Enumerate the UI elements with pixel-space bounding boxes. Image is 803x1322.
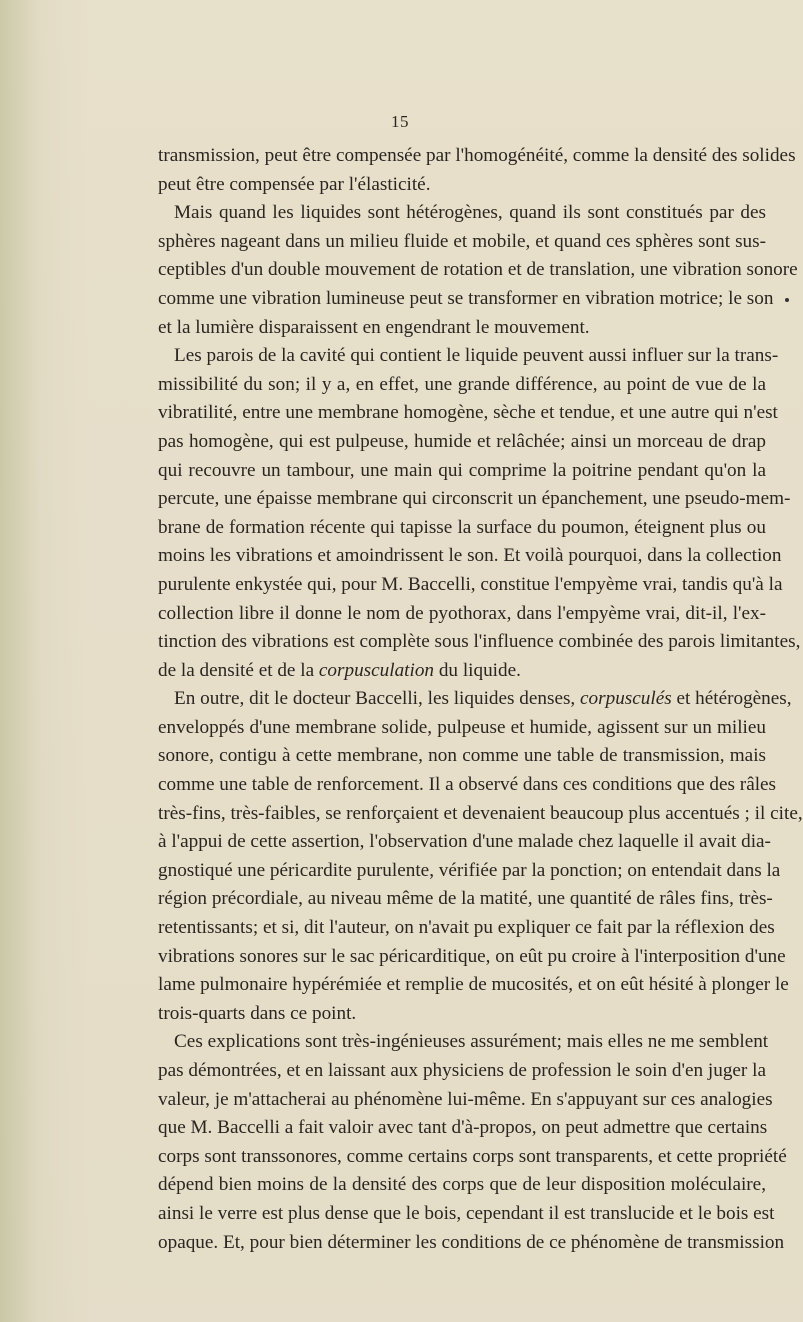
text-line: dépend bien moins de la densité des corps que de leur disposition moléculaire, bbox=[158, 1174, 766, 1196]
text-segment: et hétérogènes, bbox=[671, 688, 792, 710]
text-line: région précordiale, au niveau même de la matité, une quantité de râles fins, très- bbox=[158, 888, 773, 910]
page-number: 15 bbox=[391, 112, 409, 131]
text-line-mixed bbox=[158, 685, 792, 714]
body-text bbox=[158, 142, 803, 1257]
text-line: et la lumière disparaissent en engendrant le mouvement. bbox=[158, 316, 590, 338]
text-line: pas démontrées, et en laissant aux physiciens de profession le soin d'en juger la bbox=[158, 1060, 766, 1081]
text-line: ainsi le verre est plus dense que le bois, cependant il est translucide et le bois est bbox=[158, 1202, 775, 1224]
text-line: lame pulmonaire hypérémiée et remplie de mucosités, et on eût hésité à plonger le bbox=[158, 974, 789, 996]
text-line: ceptibles d'un double mouvement de rotation et de translation, une vibration sonore bbox=[158, 259, 798, 281]
text-line: sphères nageant dans un milieu fluide et mobile, et quand ces sphères sont sus- bbox=[158, 230, 766, 252]
text-line: brane de formation récente qui tapisse la surface du poumon, éteignent plus ou bbox=[158, 516, 766, 538]
text-line: sonore, contigu à cette membrane, non comme une table de transmission, mais bbox=[158, 745, 766, 767]
text-line: que M. Baccelli a fait valoir avec tant d'à-propos, on peut admettre que certains bbox=[158, 1117, 768, 1139]
text-line: Ces explications sont très-ingénieuses assurément; mais elles ne me semblent bbox=[174, 1031, 769, 1053]
text-segment: de la densité et de la bbox=[158, 659, 319, 681]
margin-mark bbox=[785, 298, 789, 302]
text-line: Mais quand les liquides sont hétérogènes, quand ils sont constitués par des bbox=[174, 202, 766, 224]
text-line: à l'appui de cette assertion, l'observation d'une malade chez laquelle il avait dia- bbox=[158, 831, 771, 853]
text-line: pas homogène, qui est pulpeuse, humide et relâchée; ainsi un morceau de drap bbox=[158, 430, 766, 452]
text-line: missibilité du son; il y a, en effet, une grande différence, au point de vue de la bbox=[158, 373, 766, 395]
text-line: corps sont transsonores, comme certains corps sont transparents, et cette propriété bbox=[158, 1145, 787, 1167]
text-line: vibrations sonores sur le sac péricarditique, on eût pu croire à l'interposition d'une bbox=[158, 945, 786, 967]
text-line-mixed bbox=[158, 657, 766, 686]
italic-term: corpusculation bbox=[318, 659, 435, 681]
text-line: trois-quarts dans ce point. bbox=[158, 1002, 357, 1024]
text-line: qui recouvre un tambour, une main qui comprime la poitrine pendant qu'on la bbox=[158, 459, 766, 481]
text-line: vibratilité, entre une membrane homogène, sèche et tendue, et une autre qui n'est bbox=[158, 402, 778, 424]
italic-term: corpusculés bbox=[580, 688, 672, 710]
text-line: purulente enkystée qui, pour M. Baccelli, constitue l'empyème vrai, tandis qu'à la bbox=[158, 573, 783, 595]
text-line: enveloppés d'une membrane solide, pulpeuse et humide, agissent sur un milieu bbox=[158, 716, 766, 738]
text-segment: En outre, dit le docteur Baccelli, les liquides denses, bbox=[174, 688, 581, 710]
text-line: transmission, peut être compensée par l'homogénéité, comme la densité des solides bbox=[158, 145, 796, 166]
text-line: opaque. Et, pour bien déterminer les conditions de ce phénomène de transmission bbox=[158, 1231, 785, 1253]
text-line: collection libre il donne le nom de pyothorax, dans l'empyème vrai, dit-il, l'ex- bbox=[158, 602, 766, 624]
text-line: retentissants; et si, dit l'auteur, on n'avait pu expliquer ce fait par la réflexion des bbox=[158, 917, 775, 939]
text-segment: du liquide. bbox=[434, 659, 521, 681]
text-line: percute, une épaisse membrane qui circonscrit un épanchement, une pseudo-mem- bbox=[158, 488, 791, 510]
text-line: très-fins, très-faibles, se renforçaient et devenaient beaucoup plus accentués ; il cite, bbox=[158, 802, 803, 824]
text-line: moins les vibrations et amoindrissent le son. Et voilà pourquoi, dans la collection bbox=[158, 545, 782, 567]
text-line: tinction des vibrations est complète sous l'influence combinée des parois limitantes, bbox=[158, 631, 801, 653]
text-line: peut être compensée par l'élasticité. bbox=[158, 173, 431, 195]
text-line: comme une table de renforcement. Il a observé dans ces conditions que des râles bbox=[158, 774, 777, 796]
text-line: gnostiqué une péricardite purulente, vérifiée par la ponction; on entendait dans la bbox=[158, 859, 781, 881]
text-line: valeur, je m'attacherai au phénomène lui-même. En s'appuyant sur ces analogies bbox=[158, 1088, 773, 1110]
text-line: comme une vibration lumineuse peut se transformer en vibration motrice; le son bbox=[158, 287, 774, 309]
text-line: Les parois de la cavité qui contient le liquide peuvent aussi influer sur la trans- bbox=[174, 345, 779, 367]
